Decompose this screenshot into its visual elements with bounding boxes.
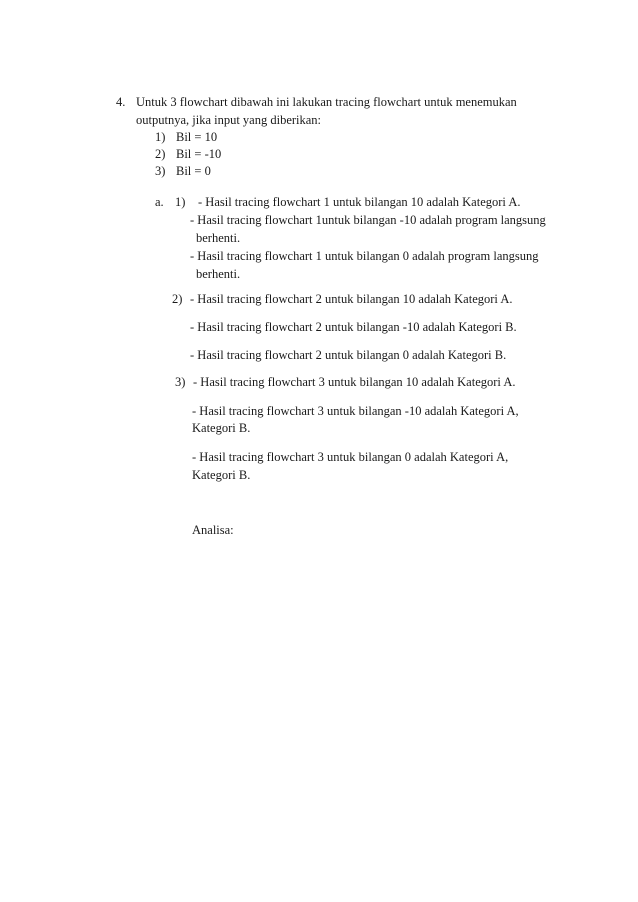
part1-line5: berhenti.	[196, 267, 241, 281]
part2-line1: - Hasil tracing flowchart 2 untuk bilangan 10 adalah Kategori A.	[190, 292, 513, 306]
question-text-line1: Untuk 3 flowchart dibawah ini lakukan tracing flowchart untuk menemukan	[136, 95, 517, 109]
analysis-label: Analisa:	[192, 523, 234, 537]
part3-line4: - Hasil tracing flowchart 3 untuk bilangan 0 adalah Kategori A,	[192, 450, 509, 464]
question-number: 4.	[116, 95, 126, 109]
part3-line5: Kategori B.	[192, 468, 251, 482]
input-number-3: 3)	[155, 164, 166, 178]
part1-line3: berhenti.	[196, 231, 241, 245]
part1-number: 1)	[175, 195, 186, 209]
part2-line3: - Hasil tracing flowchart 2 untuk bilangan 0 adalah Kategori B.	[190, 348, 507, 362]
input-number-1: 1)	[155, 130, 166, 144]
input-value-2: Bil = -10	[176, 147, 222, 161]
input-number-2: 2)	[155, 147, 166, 161]
answer-letter: a.	[155, 195, 164, 209]
part3-line1: - Hasil tracing flowchart 3 untuk bilangan 10 adalah Kategori A.	[193, 375, 516, 389]
part2-number: 2)	[172, 292, 183, 306]
part3-line3: Kategori B.	[192, 421, 251, 435]
part1-line2: - Hasil tracing flowchart 1untuk bilangan -10 adalah program langsung	[190, 213, 546, 227]
part1-line4: - Hasil tracing flowchart 1 untuk bilangan 0 adalah program langsung	[190, 249, 539, 263]
input-value-1: Bil = 10	[176, 130, 218, 144]
part3-line2: - Hasil tracing flowchart 3 untuk bilangan -10 adalah Kategori A,	[192, 404, 519, 418]
part3-number: 3)	[175, 375, 186, 389]
part1-line1: - Hasil tracing flowchart 1 untuk bilangan 10 adalah Kategori A.	[198, 195, 521, 209]
question-text-line2: outputnya, jika input yang diberikan:	[136, 113, 322, 127]
input-value-3: Bil = 0	[176, 164, 211, 178]
part2-line2: - Hasil tracing flowchart 2 untuk bilangan -10 adalah Kategori B.	[190, 320, 517, 334]
